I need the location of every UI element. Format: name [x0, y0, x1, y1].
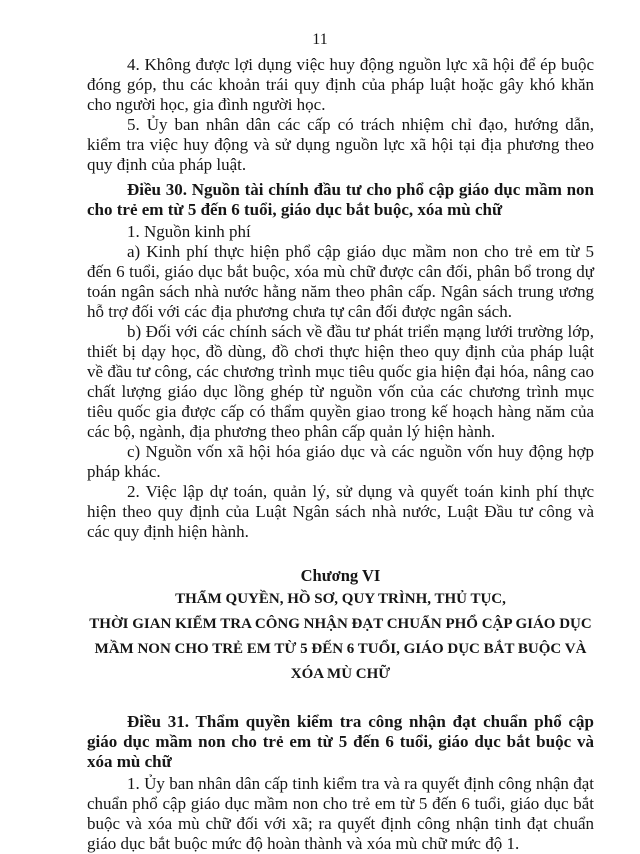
article-30-paragraph-c: c) Nguồn vốn xã hội hóa giáo dục và các nguồn vốn huy động hợp pháp khác. — [87, 442, 594, 481]
chapter-6-heading-block — [87, 564, 594, 687]
paragraph-clause-5: 5. Ủy ban nhân dân các cấp có trách nhiệm chỉ đạo, hướng dẫn, kiểm tra việc huy động và sử dụng nguồn lực xã hội tại địa phương theo quy định của pháp luật. — [87, 115, 594, 174]
chapter-title-line-1: THẨM QUYỀN, HỒ SƠ, QUY TRÌNH, THỦ TỤC, — [175, 591, 506, 607]
article-30-paragraph-a: a) Kinh phí thực hiện phổ cập giáo dục mầm non cho trẻ em từ 5 đến 6 tuổi, giáo dục bắt buộc, xóa mù chữ được cân đối, phân bổ trong dự toán ngân sách nhà nước hằng năm theo phân cấp. Ngân sách trung ương hỗ trợ đối với các địa phương chưa tự cân đối được ngân sách. — [87, 242, 594, 321]
article-31-paragraph-1: 1. Ủy ban nhân dân cấp tinh kiểm tra và ra quyết định công nhận đạt chuẩn phổ cập giáo dục mầm non cho trẻ em từ 5 đến 6 tuổi, giáo dục bắt buộc và xóa mù chữ đối với xã; ra quyết định công nhận tinh đạt chuẩn giáo dục bắt buộc mức độ hoàn thành và xóa mù chữ mức độ 1. — [87, 774, 594, 853]
article-30-heading: Điều 30. Nguồn tài chính đầu tư cho phổ cập giáo dục mầm non cho trẻ em từ 5 đến 6 tuổi, giáo dục bắt buộc, xóa mù chữ — [87, 180, 594, 219]
chapter-label: Chương VI — [300, 566, 381, 585]
page-content — [87, 55, 594, 854]
article-30-paragraph-b: b) Đối với các chính sách về đầu tư phát triển mạng lưới trường lớp, thiết bị dạy học, đồ dùng, đồ chơi thực hiện theo quy định của pháp luật về đầu tư công, các chương trình mục tiêu quốc gia hiện đại hóa, nâng cao chất lượng giáo dục lồng ghép từ nguồn vốn của các chương trình mục tiêu quốc gia được cấp có thẩm quyền giao trong kế hoạch hàng năm của các bộ, ngành, địa phương theo phân cấp quản lý hiện hành. — [87, 322, 594, 441]
chapter-title-line-4: XÓA MÙ CHỮ — [290, 666, 391, 682]
chapter-title-line-3: MẦM NON CHO TRẺ EM TỪ 5 ĐẾN 6 TUỔI, GIÁO DỤC BẮT BUỘC VÀ — [94, 641, 587, 657]
article-30-paragraph-2: 2. Việc lập dự toán, quản lý, sử dụng và quyết toán kinh phí thực hiện theo quy định của Luật Ngân sách nhà nước, Luật Đầu tư công và các quy định hiện hành. — [87, 482, 594, 541]
article-30-paragraph-1: 1. Nguồn kinh phí — [127, 222, 251, 241]
chapter-title-line-2: THỜI GIAN KIỂM TRA CÔNG NHẬN ĐẠT CHUẨN PHỔ CẬP GIÁO DỤC — [89, 616, 592, 632]
paragraph-clause-4: 4. Không được lợi dụng việc huy động nguồn lực xã hội để ép buộc đóng góp, thu các khoản trái quy định của pháp luật hoặc gây khó khăn cho người học, gia đình người học. — [87, 55, 594, 114]
page-number: 11 — [312, 31, 328, 48]
article-31-heading: Điều 31. Thẩm quyền kiểm tra công nhận đạt chuẩn phổ cập giáo dục mầm non cho trẻ em từ 5 đến 6 tuổi, giáo dục bắt buộc và xóa mù chữ — [87, 712, 594, 771]
